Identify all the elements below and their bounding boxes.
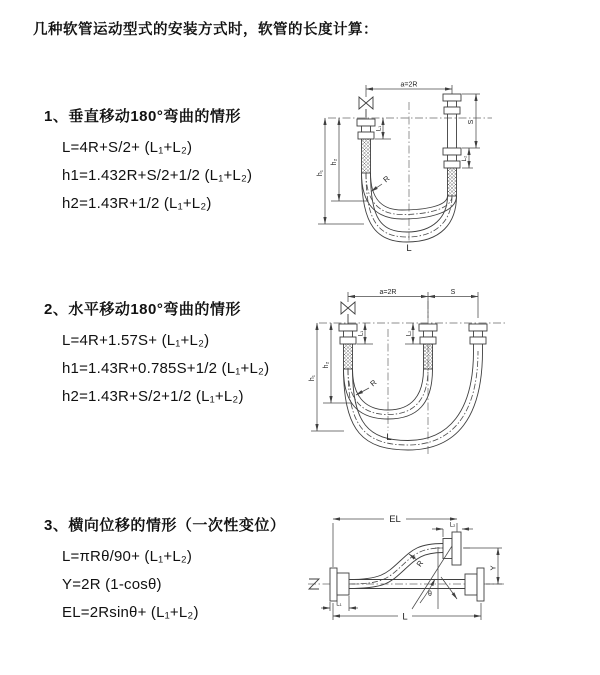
dimension-l1	[375, 118, 391, 139]
section-3-heading: 3、横向位移的情形（一次性变位）	[44, 517, 286, 534]
middle-flange-assembly	[419, 324, 437, 369]
formula-length: L=4R+1.57S+ (L₁+L₂)	[62, 332, 210, 349]
right-flange-assembly	[443, 94, 461, 196]
braid-section	[448, 168, 457, 196]
diagram-lateral-displacement	[300, 505, 600, 650]
diagram-vertical-bend	[312, 76, 574, 258]
construction-lines	[412, 546, 452, 609]
dimension-l1	[321, 596, 358, 611]
radius-label: R	[414, 558, 426, 569]
formula-length: L=4R+S/2+ (L₁+L₂)	[62, 139, 193, 156]
length-label: L	[402, 611, 408, 623]
dimension-el	[333, 514, 457, 567]
radius-label: R	[368, 377, 379, 389]
dimension-l2	[461, 148, 473, 168]
dim-label-l2: L₂	[449, 521, 456, 529]
dim-label-h1: h₁	[309, 374, 316, 382]
length-label: L	[386, 432, 392, 443]
radius-callout	[356, 378, 379, 395]
dim-label-a2r: a=2R	[400, 81, 418, 89]
dim-label-h1: h₁	[317, 169, 324, 177]
dim-label-l2: L₂	[461, 155, 468, 162]
dimension-s	[428, 289, 478, 297]
valve-icon	[359, 97, 373, 119]
length-label: L	[406, 243, 412, 254]
formula-length: L=πRθ/90+ (L₁+L₂)	[62, 548, 193, 565]
valve-icon	[341, 302, 355, 324]
formula-h2: h2=1.43R+1/2 (L₁+L₂)	[62, 195, 212, 212]
dim-label-l2: L₂	[405, 330, 413, 337]
section-horizontal-bend	[44, 300, 269, 411]
section-1-heading: 1、垂直移动180°弯曲的情形	[44, 108, 241, 125]
upper-right-flange	[443, 532, 461, 565]
hose-curves	[344, 351, 483, 450]
angle-label: θ	[428, 591, 432, 598]
left-flange-assembly	[339, 324, 357, 369]
dimension-a2r	[348, 289, 478, 318]
formula-h1: h1=1.43R+0.785S+1/2 (L₁+L₂)	[62, 360, 270, 377]
radius-label: R	[381, 173, 392, 185]
dimension-l1	[357, 323, 373, 344]
dim-label-h2: h₂	[331, 158, 338, 166]
lower-right-flange	[465, 568, 484, 601]
dim-label-l1: L₁	[336, 600, 342, 608]
formula-el: EL=2Rsinθ+ (L₁+L₂)	[62, 604, 199, 621]
angle-theta	[420, 577, 457, 603]
dim-label-el: EL	[389, 514, 401, 525]
section-2-heading: 2、水平移动180°弯曲的情形	[44, 301, 241, 318]
braid-section	[344, 344, 353, 369]
section-lateral-displacement	[44, 516, 285, 627]
formula-h2: h2=1.43R+S/2+1/2 (L₁+L₂)	[62, 388, 244, 405]
page-title: 几种软管运动型式的安装方式时，软管的长度计算：	[33, 22, 378, 38]
diagram-horizontal-bend	[306, 281, 591, 463]
dimension-s	[462, 94, 480, 148]
dim-label-s: S	[450, 289, 456, 296]
radius-callout	[371, 174, 392, 192]
right-flange-assembly	[469, 324, 487, 351]
dim-label-y: Y	[488, 565, 498, 571]
braid-section	[362, 139, 371, 173]
dim-label-a2r: a=2R	[379, 289, 397, 296]
section-vertical-bend	[44, 107, 252, 218]
dimension-l	[333, 600, 481, 623]
dim-label-l1: L₁	[357, 330, 365, 337]
left-flange	[330, 568, 349, 601]
formula-y: Y=2R (1-cosθ)	[62, 576, 162, 593]
dim-label-h2: h₂	[323, 361, 330, 369]
dimension-h1	[309, 323, 344, 431]
left-flange-assembly	[357, 119, 375, 173]
braid-section	[424, 344, 433, 369]
dimension-h1	[317, 118, 364, 224]
dim-label-s: S	[468, 119, 475, 125]
dim-label-l1: L₁	[375, 125, 383, 132]
formula-h1: h1=1.432R+S/2+1/2 (L₁+L₂)	[62, 167, 253, 184]
